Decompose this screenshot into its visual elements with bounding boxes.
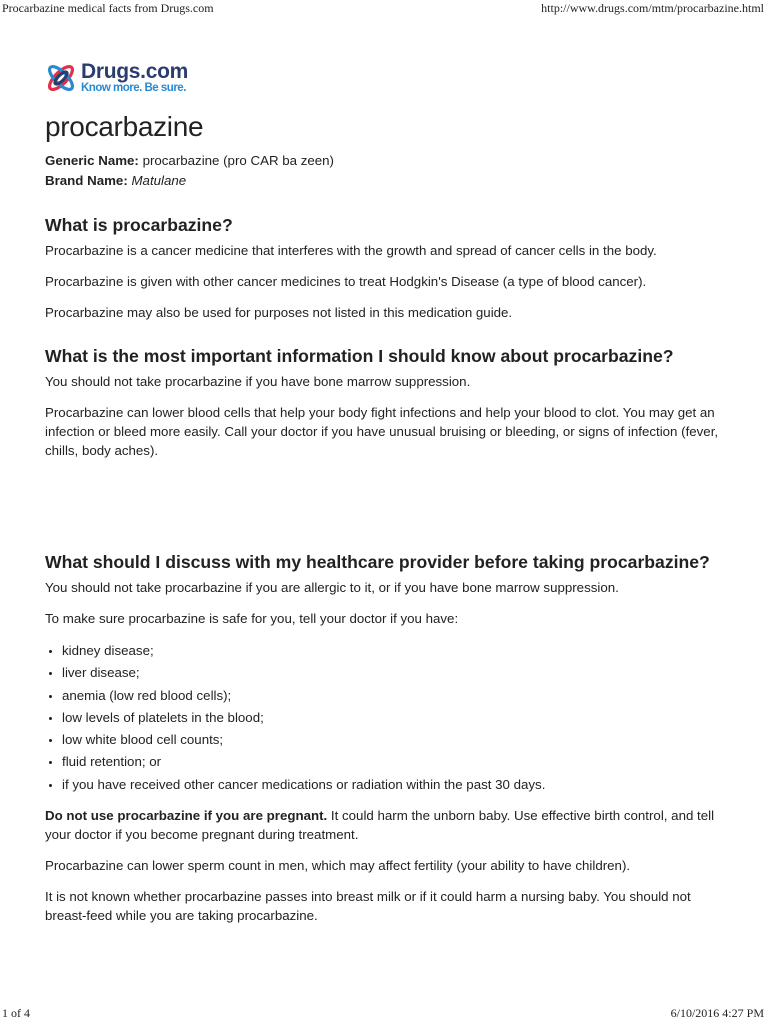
drugs-com-logo-icon [45, 61, 77, 95]
paragraph: You should not take procarbazine if you are allergic to it, or if you have bone marrow suppression. [45, 580, 619, 595]
print-timestamp: 6/10/2016 4:27 PM [670, 1006, 764, 1020]
section-heading: What is procarbazine? [45, 215, 233, 235]
paragraph: You should not take procarbazine if you have bone marrow suppression. [45, 374, 471, 389]
print-header-url[interactable]: http://www.drugs.com/mtm/procarbazine.html [541, 1, 764, 15]
section-what-is [45, 213, 728, 322]
logo-tagline: Know more. Be sure. [81, 82, 186, 95]
paragraph: Procarbazine can lower blood cells that help your body fight infections and help your blood to clot. You may get an infection or bleed more easily. Call your doctor if you have unusual bruising or bleeding, or signs of infection (fever, chills, body aches). [45, 405, 719, 458]
section-heading: What should I discuss with my healthcare provider before taking procarbazine? [45, 552, 710, 572]
paragraph: It is not known whether procarbazine passes into breast milk or if it could harm a nursing baby. You should not breast-feed while you are taking procarbazine. [45, 889, 691, 924]
paragraph: To make sure procarbazine is safe for you, tell your doctor if you have: [45, 611, 459, 626]
list-item: • anemia (low red blood cells); [62, 685, 728, 707]
drug-names [45, 151, 728, 191]
pregnancy-warning-text: It could harm the unborn baby. Use effective birth control, and tell your doctor if you become pregnant during treatment. [45, 808, 715, 843]
pregnancy-warning-bold: Do not use procarbazine if you are pregnant. [45, 808, 328, 824]
condition-list [45, 640, 728, 796]
list-item: • liver disease; [62, 662, 728, 684]
paragraph: Procarbazine may also be used for purposes not listed in this medication guide. [45, 305, 513, 320]
list-item: • low levels of platelets in the blood; [62, 707, 728, 729]
section-heading: What is the most important information I should know about procarbazine? [45, 346, 674, 366]
generic-name-value: procarbazine (pro CAR ba zeen) [142, 153, 334, 168]
site-logo[interactable] [45, 58, 728, 98]
pregnancy-warning [45, 806, 728, 844]
list-item: • kidney disease; [62, 640, 728, 662]
list-item: • low white blood cell counts; [62, 729, 728, 751]
brand-name-label: Brand Name: [45, 173, 128, 188]
logo-text [81, 61, 188, 95]
brand-name-row [45, 171, 728, 191]
page-title: procarbazine [45, 111, 204, 142]
print-header-title: Procarbazine medical facts from Drugs.com [2, 1, 214, 15]
paragraph: Procarbazine can lower sperm count in men, which may affect fertility (your ability to have children). [45, 858, 631, 874]
list-item: • if you have received other cancer medications or radiation within the past 30 days. [62, 774, 728, 796]
logo-name: Drugs.com [81, 60, 188, 84]
page-number: 1 of 4 [2, 1006, 30, 1020]
brand-name-value: Matulane [131, 173, 187, 188]
print-footer [0, 1006, 768, 1021]
generic-name-row [45, 151, 728, 171]
section-before-taking [45, 550, 728, 925]
generic-name-label: Generic Name: [45, 153, 139, 168]
paragraph: Procarbazine is given with other cancer medicines to treat Hodgkin's Disease (a type of blood cancer). [45, 274, 647, 289]
document-content [45, 58, 728, 937]
section-important-info [45, 344, 728, 460]
list-item: • fluid retention; or [62, 751, 728, 773]
paragraph: Procarbazine is a cancer medicine that interferes with the growth and spread of cancer cells in the body. [45, 243, 657, 258]
print-header [0, 1, 768, 16]
